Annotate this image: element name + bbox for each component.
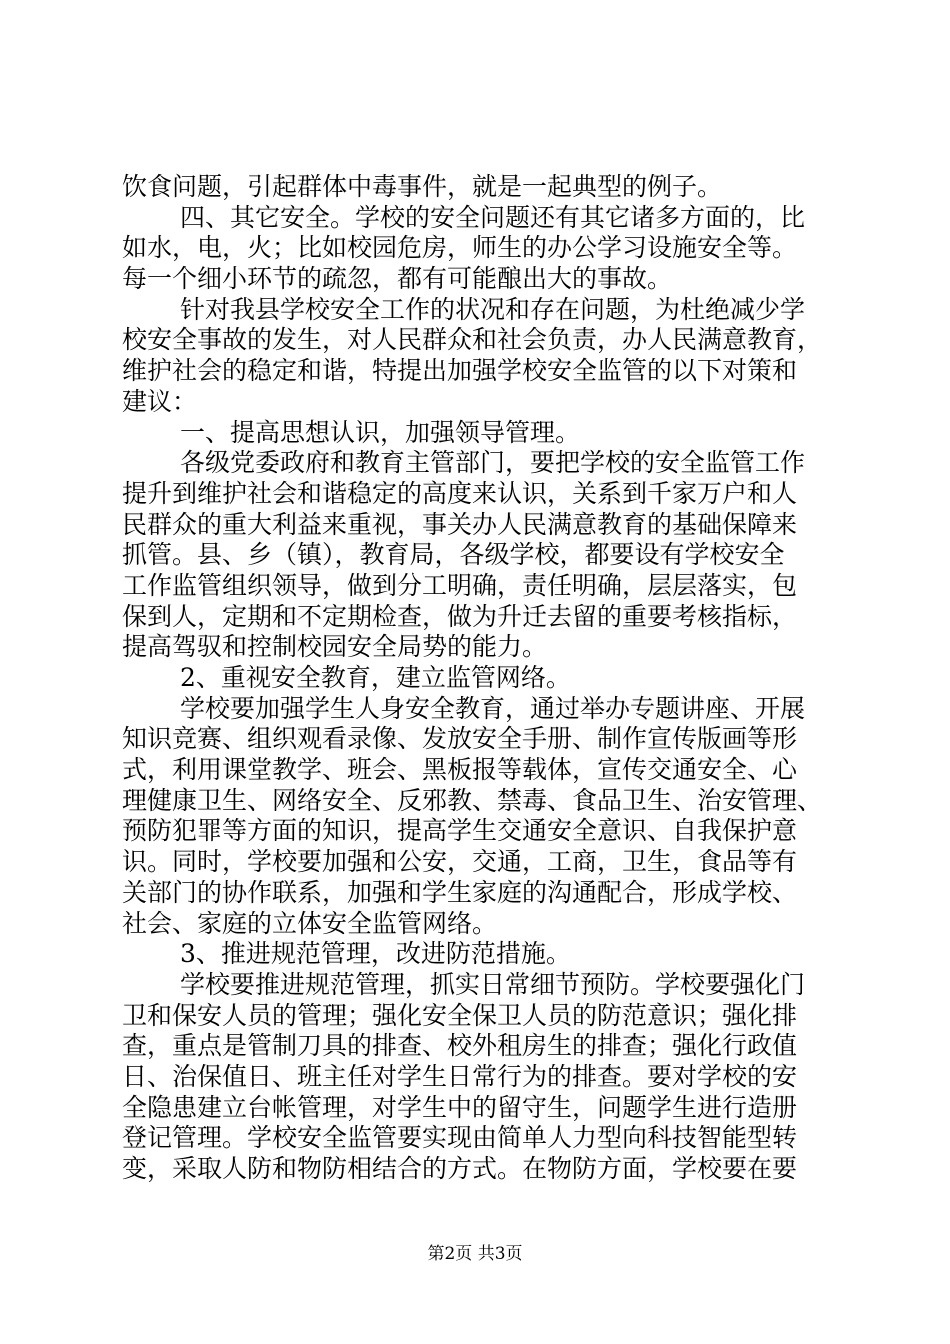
paragraph-first-line: 学校要推进规范管理，抓实日常细节预防。学校要强化门 bbox=[180, 969, 806, 999]
document-body bbox=[122, 172, 834, 1185]
text-line: 维护社会的稳定和谐，特提出加强学校安全监管的以下对策和 bbox=[122, 356, 798, 386]
text-line: 提升到维护社会和谐稳定的高度来认识，关系到千家万户和人 bbox=[122, 478, 798, 508]
text-line: 每一个细小环节的疏忽，都有可能酿出大的事故。 bbox=[122, 264, 673, 294]
text-line: 饮食问题，引起群体中毒事件，就是一起典型的例子。 bbox=[122, 172, 723, 201]
text-line: 抓管。县、乡（镇），教育局，各级学校，都要设有学校安全 bbox=[122, 540, 785, 570]
paragraph-first-line: 学校要加强学生人身安全教育，通过举办专题讲座、开展 bbox=[180, 693, 806, 723]
text-line: 预防犯罪等方面的知识，提高学生交通安全意识、自我保护意 bbox=[122, 816, 798, 846]
text-line: 校安全事故的发生，对人民群众和社会负责，办人民满意教育， bbox=[122, 325, 823, 355]
text-line: 式，利用课堂教学、班会、黑板报等载体，宣传交通安全、心 bbox=[122, 755, 798, 785]
text-line: 知识竞赛、组织观看录像、发放安全手册、制作宣传版画等形 bbox=[122, 724, 798, 754]
text-line: 卫和保安人员的管理；强化安全保卫人员的防范意识；强化排 bbox=[122, 1000, 798, 1030]
text-line: 日、治保值日、班主任对学生日常行为的排查。要对学校的安 bbox=[122, 1061, 798, 1091]
paragraph-first-line: 针对我县学校安全工作的状况和存在问题，为杜绝减少学 bbox=[180, 294, 806, 324]
page-footer: 第2页 共3页 bbox=[427, 1244, 523, 1264]
text-line: 查，重点是管制刀具的排查、校外租房生的排查；强化行政值 bbox=[122, 1031, 798, 1061]
text-line: 全隐患建立台帐管理，对学生中的留守生，问题学生进行造册 bbox=[122, 1092, 798, 1122]
paragraph-first-line: 四、其它安全。学校的安全问题还有其它诸多方面的，比 bbox=[180, 202, 806, 232]
text-line: 社会、家庭的立体安全监管网络。 bbox=[122, 908, 498, 938]
text-line: 建议： bbox=[122, 386, 198, 416]
text-line: 民群众的重大利益来重视，事关办人民满意教育的基础保障来 bbox=[122, 509, 798, 539]
text-line: 保到人，定期和不定期检查，做为升迁去留的重要考核指标， bbox=[122, 601, 798, 631]
text-line: 关部门的协作联系，加强和学生家庭的沟通配合，形成学校、 bbox=[122, 877, 798, 907]
paragraph-first-line: 3、推进规范管理，改进防范措施。 bbox=[180, 939, 571, 969]
paragraph-first-line: 一、提高思想认识，加强领导管理。 bbox=[180, 417, 581, 447]
text-line: 理健康卫生、网络安全、反邪教、禁毒、食品卫生、治安管理、 bbox=[122, 785, 823, 815]
text-line: 提高驾驭和控制校园安全局势的能力。 bbox=[122, 632, 548, 662]
paragraph-first-line: 各级党委政府和教育主管部门，要把学校的安全监管工作 bbox=[180, 448, 806, 478]
text-line: 识。同时，学校要加强和公安，交通，工商，卫生，食品等有 bbox=[122, 847, 798, 877]
text-line: 工作监管组织领导，做到分工明确，责任明确，层层落实，包 bbox=[122, 570, 798, 600]
paragraph-first-line: 2、重视安全教育，建立监管网络。 bbox=[180, 663, 571, 692]
text-line: 如水，电，火；比如校园危房，师生的办公学习设施安全等。 bbox=[122, 233, 798, 263]
text-line: 变，采取人防和物防相结合的方式。在物防方面，学校要在要 bbox=[122, 1154, 798, 1183]
text-line: 登记管理。学校安全监管要实现由简单人力型向科技智能型转 bbox=[122, 1123, 798, 1153]
